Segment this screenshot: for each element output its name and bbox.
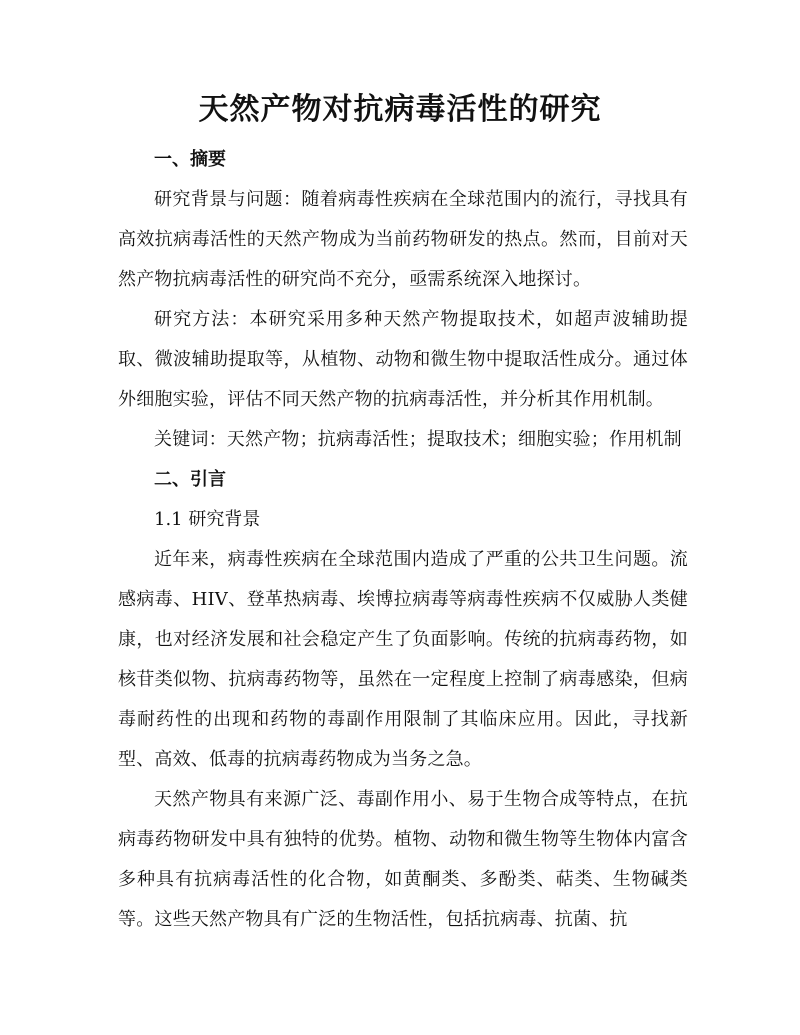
document-body [118,140,688,940]
abstract-methods-paragraph: 研究方法：本研究采用多种天然产物提取技术，如超声波辅助提取、微波辅助提取等，从植物、动物和微生物中提取活性成分。通过体外细胞实验，评估不同天然产物的抗病毒活性，并分析其作用机制。 [118,309,688,410]
introduction-paragraph-2: 天然产物具有来源广泛、毒副作用小、易于生物合成等特点，在抗病毒药物研发中具有独特的优势。植物、动物和微生物等生物体内富含多种具有抗病毒活性的化合物，如黄酮类、多酚类、萜类、生物碱类等。这些天然产物具有广泛的生物活性，包括抗病毒、抗菌、抗 [118,789,688,930]
keywords-paragraph: 关键词：天然产物；抗病毒活性；提取技术；细胞实验；作用机制 [154,429,682,450]
page-title: 天然产物对抗病毒活性的研究 [198,92,602,127]
introduction-heading: 二、引言 [154,469,226,490]
research-background-subheading: 1.1 研究背景 [154,509,261,530]
abstract-background-paragraph: 研究背景与问题：随着病毒性疾病在全球范围内的流行，寻找具有高效抗病毒活性的天然产物成为当前药物研发的热点。然而，目前对天然产物抗病毒活性的研究尚不充分，亟需系统深入地探讨。 [118,189,688,290]
abstract-heading: 一、摘要 [154,149,226,170]
introduction-paragraph-1: 近年来，病毒性疾病在全球范围内造成了严重的公共卫生问题。流感病毒、HIV、登革热病毒、埃博拉病毒等病毒性疾病不仅威胁人类健康，也对经济发展和社会稳定产生了负面影响。传统的抗病毒药物，如核苷类似物、抗病毒药物等，虽然在一定程度上控制了病毒感染，但病毒耐药性的出现和药物的毒副作用限制了其临床应用。因此，寻找新型、高效、低毒的抗病毒药物成为当务之急。 [118,549,688,770]
